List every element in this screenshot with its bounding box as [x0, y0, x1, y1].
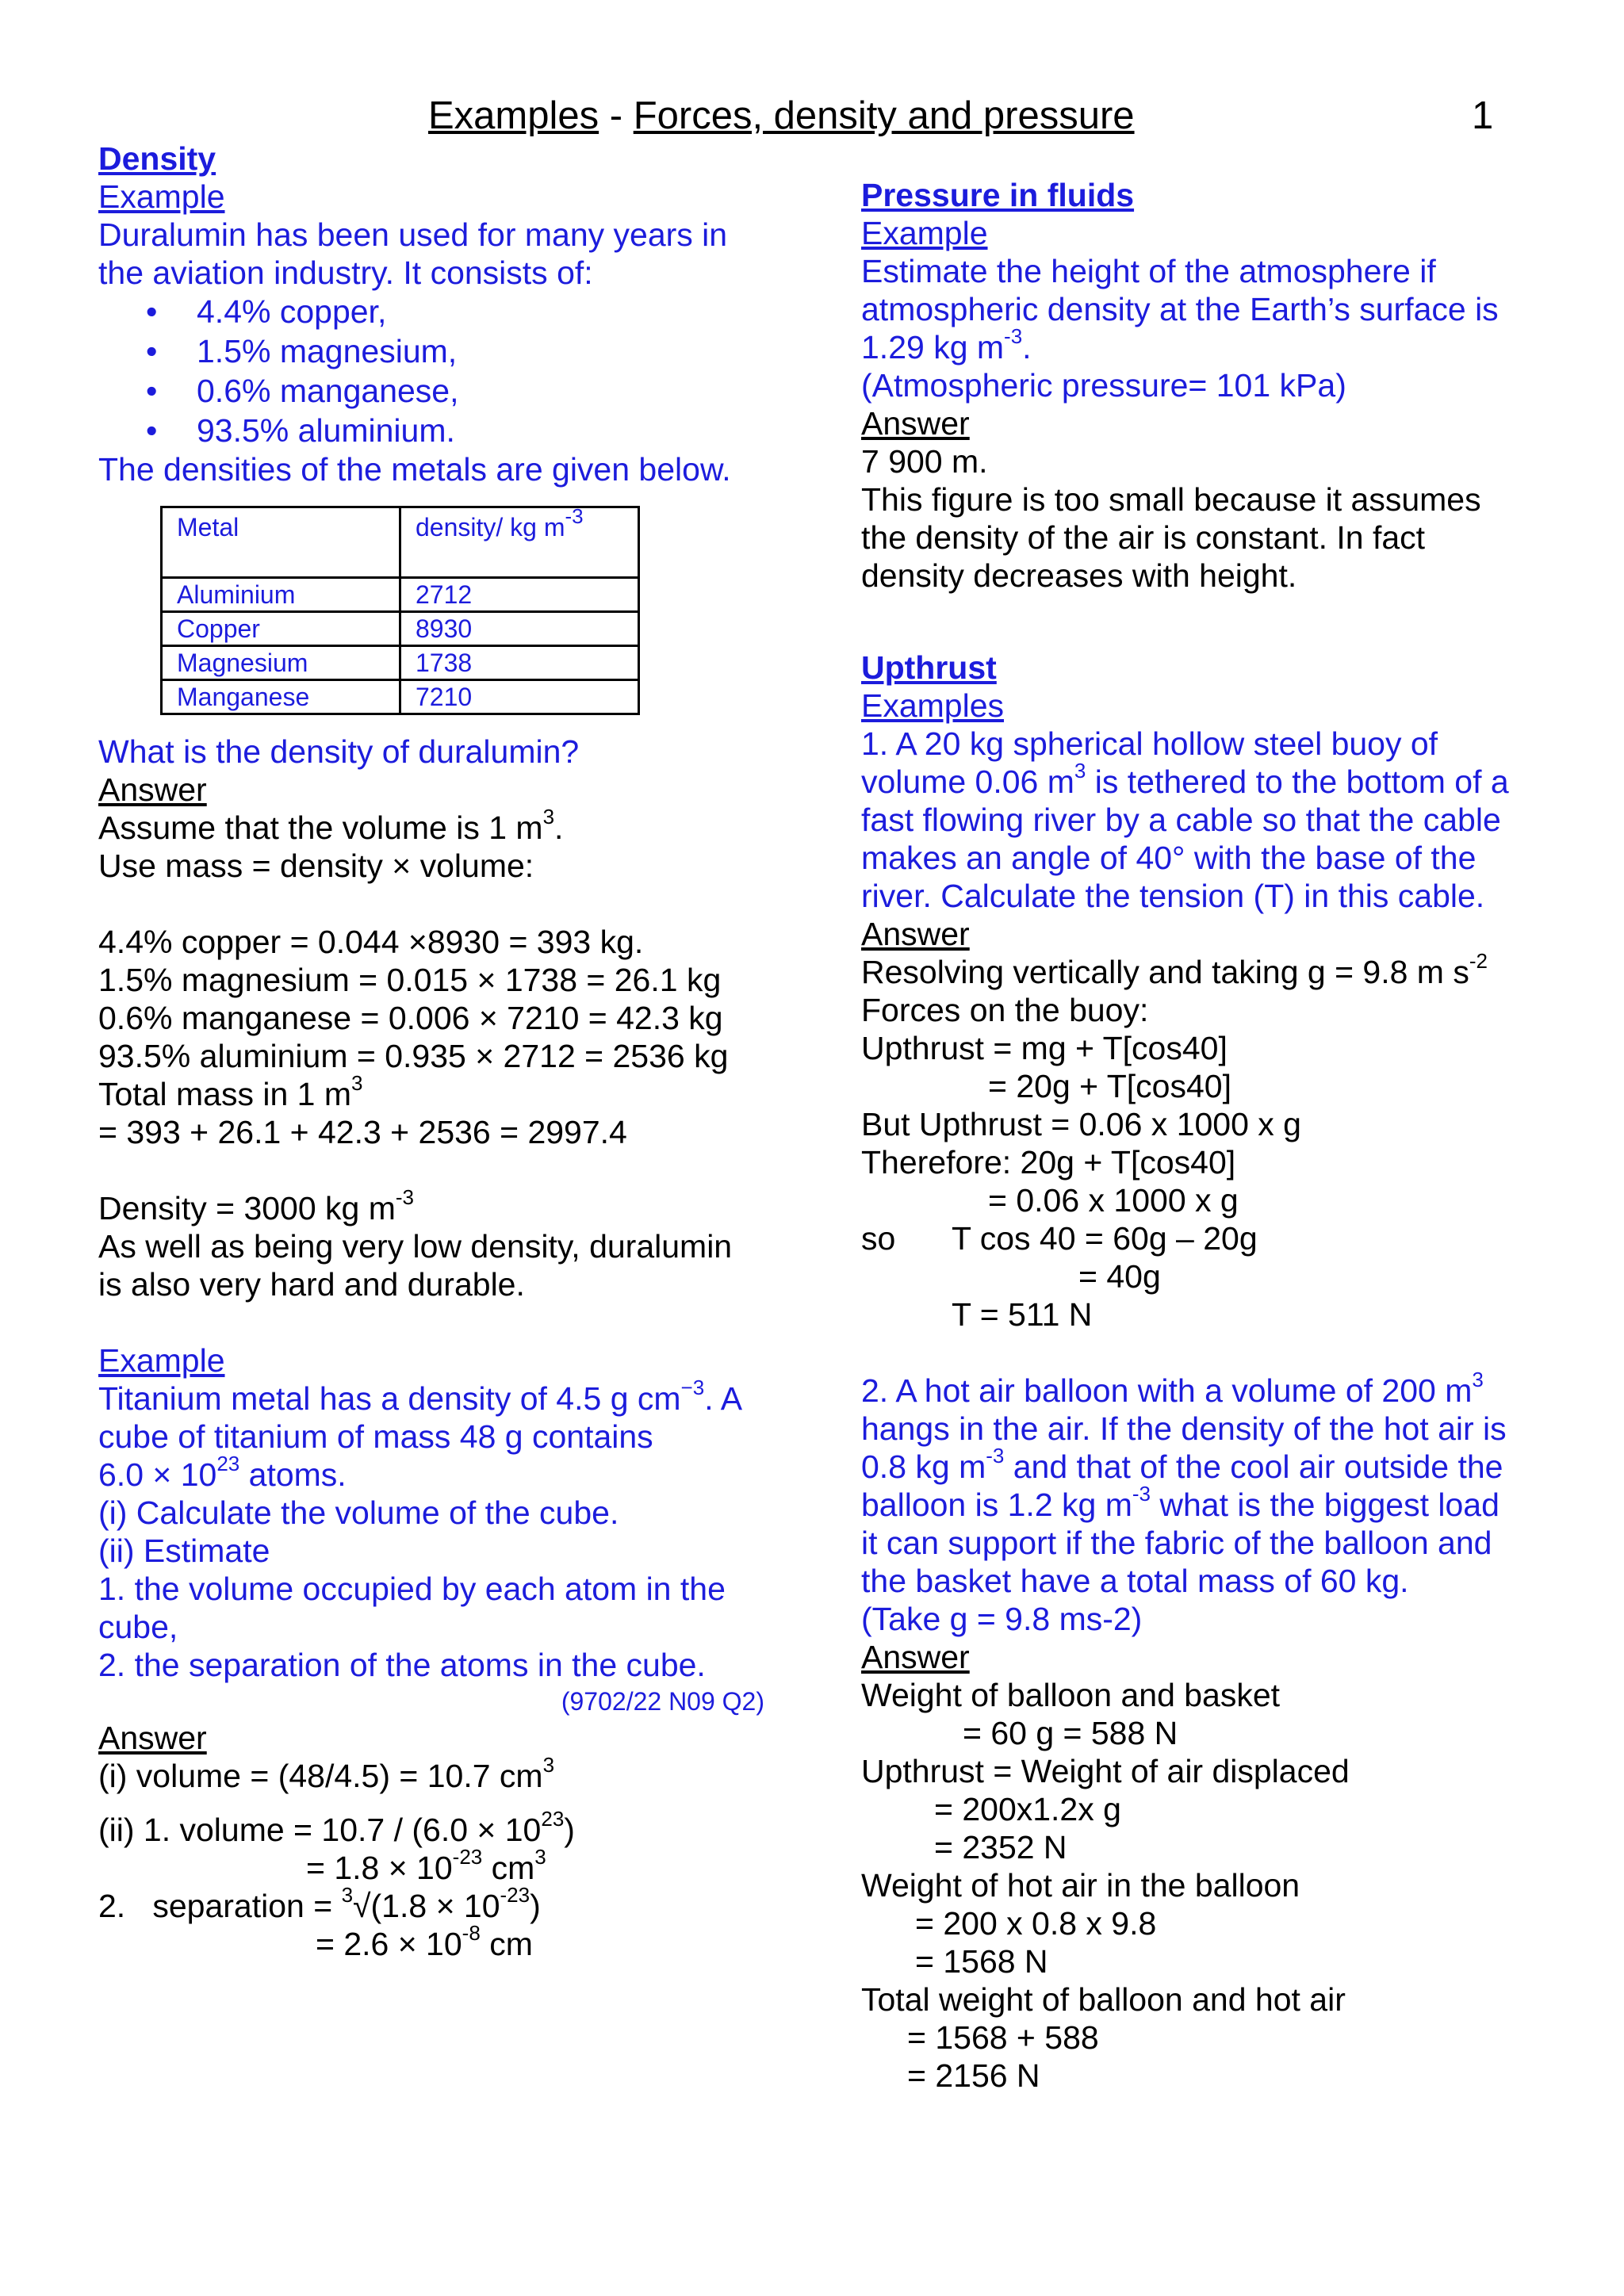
- pressure-question: atmospheric density at the Earth’s surface is: [861, 291, 1499, 327]
- balloon-answer-line: = 200x1.2x g: [934, 1791, 1121, 1827]
- answer-label: Answer: [861, 405, 970, 442]
- separation-result: = $2.6 \times 10^{-8}$ cm: [316, 1921, 533, 1962]
- titanium-question: 2. the separation of the atoms in the cube.: [98, 1647, 706, 1683]
- table-header-density: density/ kg $m^{-3}$: [400, 507, 639, 578]
- balloon-answer-line: Upthrust = Weight of air displaced: [861, 1753, 1350, 1789]
- page-number: 1: [1472, 94, 1494, 137]
- pressure-answer: 7 900 m.: [861, 443, 988, 480]
- titanium-question: (ii) Estimate: [98, 1533, 270, 1569]
- balloon-question: balloon is 1.2 kg $m^{-3}$ what is the biggest load: [861, 1482, 1500, 1523]
- titanium-question: (i) Calculate the volume of the cube.: [98, 1494, 619, 1531]
- left-column: [98, 140, 780, 1963]
- page-title: [428, 94, 1135, 138]
- question: What is the density of duralumin?: [98, 733, 580, 770]
- calc-line: 93.5% aluminium = 0.935 × 2712 = 2536 kg: [98, 1038, 729, 1074]
- table-cell-density: 2712: [400, 578, 639, 612]
- buoy-question: river. Calculate the tension (T) in this cable.: [861, 878, 1485, 914]
- balloon-question: 2. A hot air balloon with a volume of 200 $m^3$: [861, 1368, 1484, 1409]
- buoy-question: 1. A 20 kg spherical hollow steel buoy of: [861, 725, 1438, 762]
- bullet-item: • 1.5% magnesium,: [98, 331, 780, 371]
- table-cell-metal: Aluminium: [162, 578, 400, 612]
- titanium-line: $6.0 \times 10^{23}$ atoms.: [98, 1452, 347, 1493]
- balloon-answer-line: = 60 g = 588 N: [963, 1715, 1178, 1751]
- table-row: [162, 680, 639, 714]
- table-cell-metal: Magnesium: [162, 646, 400, 680]
- titanium-question: 1. the volume occupied by each atom in the: [98, 1571, 726, 1607]
- example-label: Example: [861, 215, 988, 251]
- calc-line: 0.6% manganese = 0.006 × 7210 = 42.3 kg: [98, 1000, 723, 1036]
- table-row: [162, 646, 639, 680]
- balloon-answer: [861, 1676, 1543, 2095]
- upthrust-heading: Upthrust: [861, 649, 997, 686]
- title-part-1: Examples: [428, 94, 599, 137]
- table-header-metal: Metal: [162, 507, 400, 578]
- titanium-line: Titanium metal has a density of 4.5 g $cm^{-3}$. A: [98, 1376, 743, 1417]
- exam-reference: (9702/22 N09 Q2): [561, 1687, 764, 1716]
- buoy-question: fast flowing river by a cable so that the cable: [861, 802, 1501, 838]
- buoy-answer: Forces on the buoy:: [861, 992, 1149, 1028]
- answer-label: Answer: [861, 916, 970, 952]
- buoy-question: volume 0.06 $m^3$ is tethered to the bottom of a: [861, 759, 1509, 800]
- titanium-question: cube,: [98, 1609, 178, 1645]
- buoy-answer: Upthrust = mg + T[cos40]: [861, 1030, 1228, 1066]
- title-separator: -: [599, 94, 634, 137]
- balloon-answer-line: Total weight of balloon and hot air: [861, 1981, 1346, 2018]
- balloon-answer-line: = 1568 + 588: [907, 2019, 1099, 2056]
- balloon-question: the basket have a total mass of 60 kg.: [861, 1563, 1409, 1599]
- bullet-item: • 93.5% aluminium.: [98, 411, 780, 450]
- answer-label: Answer: [861, 1639, 970, 1675]
- calc-line: 1.5% magnesium = 0.015 × 1738 = 26.1 kg: [98, 962, 722, 998]
- table-cell-density: 8930: [400, 612, 639, 646]
- pressure-question: Estimate the height of the atmosphere if: [861, 253, 1436, 289]
- use-mass-line: Use mass = density × volume:: [98, 848, 534, 884]
- pressure-answer: density decreases with height.: [861, 557, 1297, 594]
- total-mass-line: Total mass in 1 $m^3$: [98, 1071, 363, 1112]
- resolve-line: Resolving vertically and taking g = 9.8 m $s^{-2}$: [861, 949, 1488, 990]
- table-row: [162, 612, 639, 646]
- atom-volume-line: (ii) 1. volume = $10.7 / (6.0 \times 10^{23})$: [98, 1807, 575, 1848]
- buoy-answer: But Upthrust = 0.06 x 1000 x g: [861, 1106, 1301, 1142]
- conclusion-line: As well as being very low density, duralumin: [98, 1228, 733, 1265]
- buoy-answer: Therefore: 20g + T[cos40]: [861, 1144, 1236, 1181]
- so-line-2: = 40g: [1078, 1258, 1161, 1295]
- balloon-question: it can support if the fabric of the balloon and: [861, 1525, 1492, 1561]
- calc-line: 4.4% copper = 0.044 ×8930 = 393 kg.: [98, 924, 644, 960]
- density-heading: Density: [98, 140, 216, 177]
- total-sum-line: = 393 + 26.1 + 42.3 + 2536 = 2997.4: [98, 1114, 627, 1150]
- so-line: so T cos 40 = 60g – 20g: [861, 1220, 1258, 1257]
- answer-label: Answer: [98, 771, 207, 808]
- example-label: Example: [98, 178, 225, 215]
- examples-label: Examples: [861, 687, 1005, 724]
- balloon-answer-line: = 2352 N: [934, 1829, 1067, 1866]
- densities-intro: The densities of the metals are given below.: [98, 451, 731, 488]
- conclusion-line: is also very hard and durable.: [98, 1266, 525, 1303]
- separation-line: 2. separation = $^3√(1.8 \times 10^{-23})$: [98, 1883, 541, 1924]
- pressure-question: 1.29 kg $m^{-3}$.: [861, 324, 1032, 365]
- balloon-question: 0.8 kg $m^{-3}$ and that of the cool air outside the: [861, 1444, 1503, 1485]
- pressure-question: (Atmospheric pressure= 101 kPa): [861, 367, 1346, 404]
- balloon-question: hangs in the air. If the density of the hot air is: [861, 1410, 1507, 1447]
- table-row: [162, 578, 639, 612]
- table-cell-density: 7210: [400, 680, 639, 714]
- volume-line: (i) volume = (48/4.5) = 10.7 $cm^3$: [98, 1753, 555, 1794]
- bullet-item: • 4.4% copper,: [98, 292, 780, 331]
- table-cell-metal: Manganese: [162, 680, 400, 714]
- pressure-heading: Pressure in fluids: [861, 177, 1135, 213]
- table-cell-density: 1738: [400, 646, 639, 680]
- example-text-line: the aviation industry. It consists of:: [98, 254, 593, 291]
- bullet-item: • 0.6% manganese,: [98, 371, 780, 411]
- atom-volume-result: = $1.8 \times 10^{-23}$ $cm^3$: [306, 1845, 546, 1886]
- example-text-line: Duralumin has been used for many years in: [98, 216, 728, 253]
- tension-result: T = 511 N: [952, 1296, 1093, 1333]
- density-result: Density = 3000 kg $m^{-3}$: [98, 1185, 415, 1226]
- balloon-answer-line: = 200 x 0.8 x 9.8: [915, 1905, 1157, 1942]
- table-header-row: [162, 507, 639, 578]
- buoy-answer: = 0.06 x 1000 x g: [988, 1182, 1239, 1219]
- pressure-answer: This figure is too small because it assumes: [861, 481, 1481, 518]
- balloon-question: (Take g = 9.8 ms-2): [861, 1601, 1143, 1637]
- balloon-answer-line: = 1568 N: [915, 1943, 1048, 1980]
- pressure-answer: the density of the air is constant. In fact: [861, 519, 1426, 556]
- balloon-answer-line: = 2156 N: [907, 2057, 1040, 2094]
- title-part-2: Forces, density and pressure: [633, 94, 1135, 137]
- example-label: Example: [98, 1342, 225, 1379]
- balloon-answer-line: Weight of balloon and basket: [861, 1677, 1281, 1713]
- buoy-question: makes an angle of 40° with the base of the: [861, 840, 1477, 876]
- metal-density-table: [160, 506, 640, 715]
- titanium-line: cube of titanium of mass 48 g contains: [98, 1418, 653, 1455]
- answer-label: Answer: [98, 1720, 207, 1756]
- balloon-answer-line: Weight of hot air in the balloon: [861, 1867, 1300, 1904]
- buoy-answer: = 20g + T[cos40]: [988, 1068, 1231, 1104]
- assume-line: Assume that the volume is 1 $m^3$.: [98, 805, 564, 846]
- right-column: [861, 176, 1543, 2095]
- table-cell-metal: Copper: [162, 612, 400, 646]
